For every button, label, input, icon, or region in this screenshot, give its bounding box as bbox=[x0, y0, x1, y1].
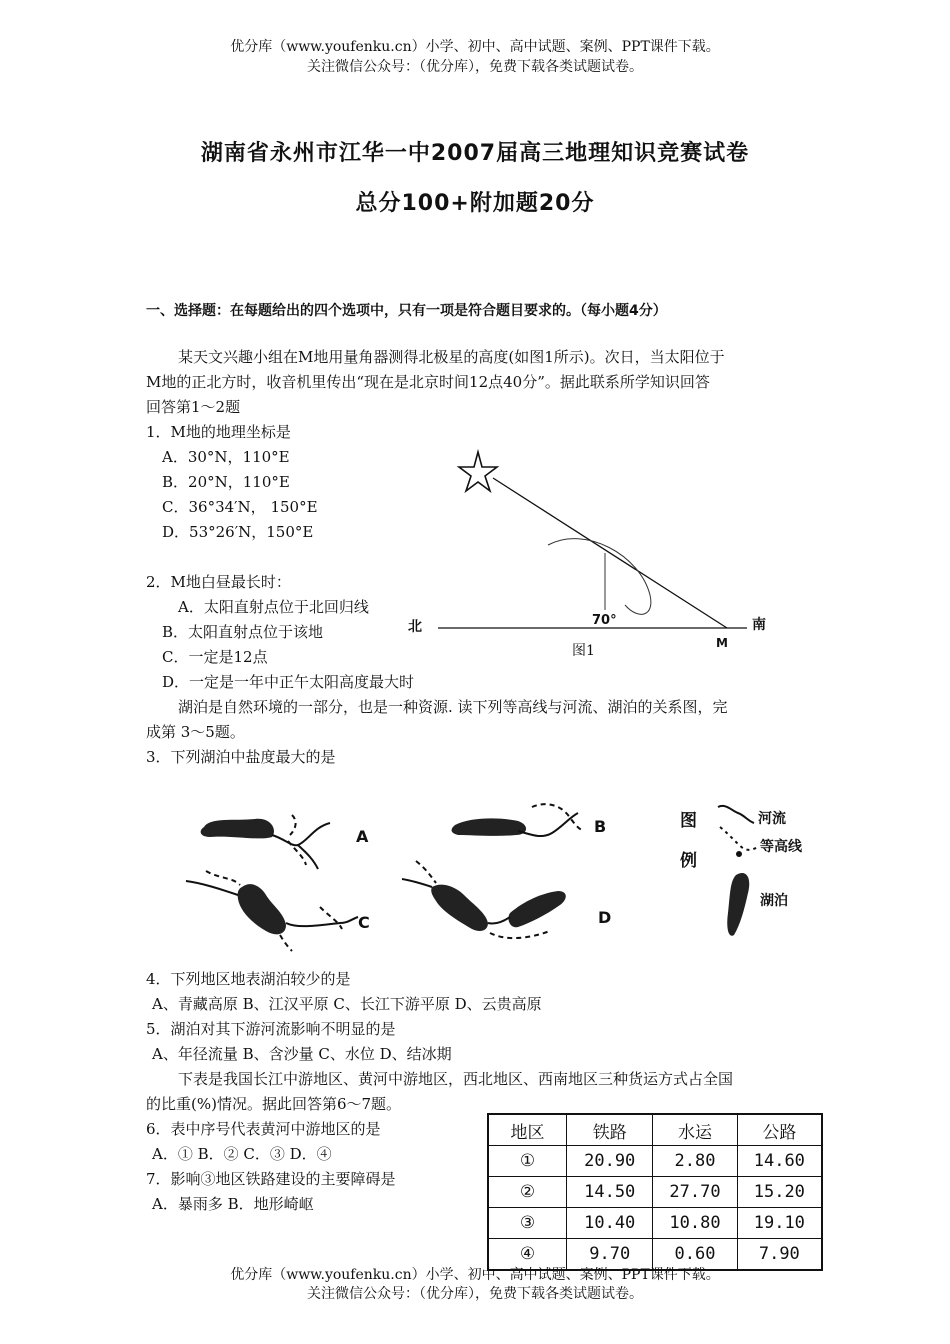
table-header-cell: 公路 bbox=[737, 1114, 822, 1146]
lake-a-shape bbox=[201, 819, 274, 839]
river-c bbox=[286, 917, 358, 926]
q7-stem: 7．影响③地区铁路建设的主要障碍是 bbox=[146, 1170, 396, 1188]
footer-line-2: 关注微信公众号：（优分库），免费下载各类试题试卷。 bbox=[307, 1286, 643, 1302]
lake-diagram-d bbox=[402, 861, 566, 938]
river-a bbox=[272, 823, 330, 845]
table-cell: 10.40 bbox=[567, 1208, 653, 1239]
table-cell: 7.90 bbox=[737, 1239, 822, 1271]
table-cell: 20.90 bbox=[567, 1146, 653, 1177]
table-cell: 10.80 bbox=[653, 1208, 737, 1239]
north-label: 北 bbox=[408, 619, 422, 635]
lake-diagram-a bbox=[201, 815, 330, 869]
table-cell: 15.20 bbox=[737, 1177, 822, 1208]
table-cell: ① bbox=[488, 1146, 567, 1177]
q2-option-a: A．太阳直射点位于北回归线 bbox=[178, 598, 369, 616]
q6-stem: 6．表中序号代表黄河中游地区的是 bbox=[146, 1120, 381, 1138]
table-cell: 0.60 bbox=[653, 1239, 737, 1271]
table-cell: 19.10 bbox=[737, 1208, 822, 1239]
q1-option-b: B．20°N，110°E bbox=[162, 473, 290, 491]
q1-option-d: D．53°26′N，150°E bbox=[162, 523, 314, 541]
table-row bbox=[488, 1146, 822, 1177]
lake-contour-figure bbox=[180, 795, 820, 955]
angle-label: 70° bbox=[592, 613, 617, 628]
table-cell: 27.70 bbox=[653, 1177, 737, 1208]
intro1-line3: 回答第1～2题 bbox=[146, 398, 241, 416]
intro3-line2: 的比重(%)情况。据此回答第6～7题。 bbox=[146, 1095, 402, 1113]
contour-a bbox=[288, 815, 306, 865]
q2-option-b: B．太阳直射点位于该地 bbox=[162, 623, 324, 641]
q6-options: A．① B．② C．③ D．④ bbox=[152, 1145, 332, 1163]
lake-c-shape bbox=[238, 884, 286, 934]
q2-option-d: D．一定是一年中正午太阳高度最大时 bbox=[162, 673, 415, 691]
table-header-cell: 水运 bbox=[653, 1114, 737, 1146]
table-header-cell: 铁路 bbox=[567, 1114, 653, 1146]
lake-label-b: B bbox=[594, 817, 607, 836]
intro1-line2: M地的正北方时，收音机里传出“现在是北京时间12点40分”。据此联系所学知识回答 bbox=[146, 373, 710, 391]
section-heading: 一、选择题：在每题给出的四个选项中，只有一项是符合题目要求的。（每小题4分） bbox=[146, 303, 667, 319]
q7-options: A．暴雨多 B．地形崎岖 bbox=[152, 1195, 314, 1213]
lake-diagram-c bbox=[186, 871, 358, 951]
table-cell: ② bbox=[488, 1177, 567, 1208]
legend-title-2: 例 bbox=[680, 851, 697, 871]
q1-option-c: C．36°34′N， 150°E bbox=[162, 498, 318, 516]
sightline bbox=[493, 478, 727, 628]
legend-contour-label: 等高线 bbox=[760, 839, 802, 855]
contour-b bbox=[532, 804, 584, 831]
table-cell: 2.80 bbox=[653, 1146, 737, 1177]
table-header-cell: 地区 bbox=[488, 1114, 567, 1146]
table-row bbox=[488, 1208, 822, 1239]
page-title: 湖南省永州市江华一中2007届高三地理知识竞赛试卷 bbox=[200, 141, 750, 166]
river-c-inflow bbox=[186, 881, 238, 895]
legend-contour-dot bbox=[736, 851, 742, 857]
table-row bbox=[488, 1177, 822, 1208]
q1-option-a: A．30°N，110°E bbox=[162, 448, 290, 466]
lake-label-d: D bbox=[598, 908, 612, 927]
river-b bbox=[518, 813, 578, 836]
intro3-line1: 下表是我国长江中游地区、黄河中游地区，西北地区、西南地区三种货运方式占全国 bbox=[178, 1070, 734, 1088]
table-cell: ③ bbox=[488, 1208, 567, 1239]
lake-label-c: C bbox=[358, 913, 370, 932]
freight-table bbox=[487, 1113, 823, 1271]
figure-1-caption: 图1 bbox=[572, 643, 595, 659]
q5-stem: 5．湖泊对其下游河流影响不明显的是 bbox=[146, 1020, 396, 1038]
page-subtitle: 总分100+附加题20分 bbox=[355, 191, 595, 216]
legend-lake-label: 湖泊 bbox=[760, 893, 788, 909]
q4-options: A、青藏高原 B、江汉平原 C、长江下游平原 D、云贵高原 bbox=[152, 995, 542, 1013]
q2-option-c: C．一定是12点 bbox=[162, 648, 268, 666]
lake-d2-shape bbox=[508, 891, 565, 927]
legend-river-label: 河流 bbox=[758, 811, 786, 827]
polaris-star-icon bbox=[459, 452, 497, 491]
q5-options: A、年径流量 B、含沙量 C、水位 D、结冰期 bbox=[152, 1045, 452, 1063]
intro1-line1: 某天文兴趣小组在M地用量角器测得北极星的高度(如图1所示)。次日，当太阳位于 bbox=[178, 348, 725, 366]
legend-title-1: 图 bbox=[680, 811, 697, 831]
lake-d1-shape bbox=[431, 885, 488, 931]
header-line-2: 关注微信公众号：（优分库），免费下载各类试题试卷。 bbox=[307, 59, 643, 75]
table-cell: 9.70 bbox=[567, 1239, 653, 1271]
legend-contour-sample bbox=[720, 827, 758, 850]
intro2-line1: 湖泊是自然环境的一部分，也是一种资源. 读下列等高线与河流、湖泊的关系图，完 bbox=[178, 698, 728, 716]
legend-river-sample bbox=[718, 806, 754, 823]
footer-line-1: 优分库（www.youfenku.cn）小学、初中、高中试题、案例、PPT课件下载。 bbox=[230, 1267, 720, 1283]
table-cell: 14.60 bbox=[737, 1146, 822, 1177]
q1-stem: 1．M地的地理坐标是 bbox=[146, 423, 291, 441]
q4-stem: 4．下列地区地表湖泊较少的是 bbox=[146, 970, 351, 988]
south-label: 南 bbox=[752, 617, 766, 633]
table-cell: ④ bbox=[488, 1239, 567, 1271]
lake-b-shape bbox=[452, 818, 527, 836]
legend-lake-sample bbox=[727, 873, 749, 936]
protractor-arc bbox=[548, 539, 651, 615]
q2-stem: 2．M地白昼最长时： bbox=[146, 573, 291, 591]
table-cell: 14.50 bbox=[567, 1177, 653, 1208]
intro2-line2: 成第 3～5题。 bbox=[146, 723, 245, 741]
lake-label-a: A bbox=[356, 827, 369, 846]
lake-diagram-b bbox=[452, 804, 584, 836]
point-m-label: M bbox=[716, 636, 728, 650]
q3-stem: 3．下列湖泊中盐度最大的是 bbox=[146, 748, 336, 766]
header-line-1: 优分库（www.youfenku.cn）小学、初中、高中试题、案例、PPT课件下载。 bbox=[230, 39, 720, 55]
table-header-row bbox=[488, 1114, 822, 1146]
